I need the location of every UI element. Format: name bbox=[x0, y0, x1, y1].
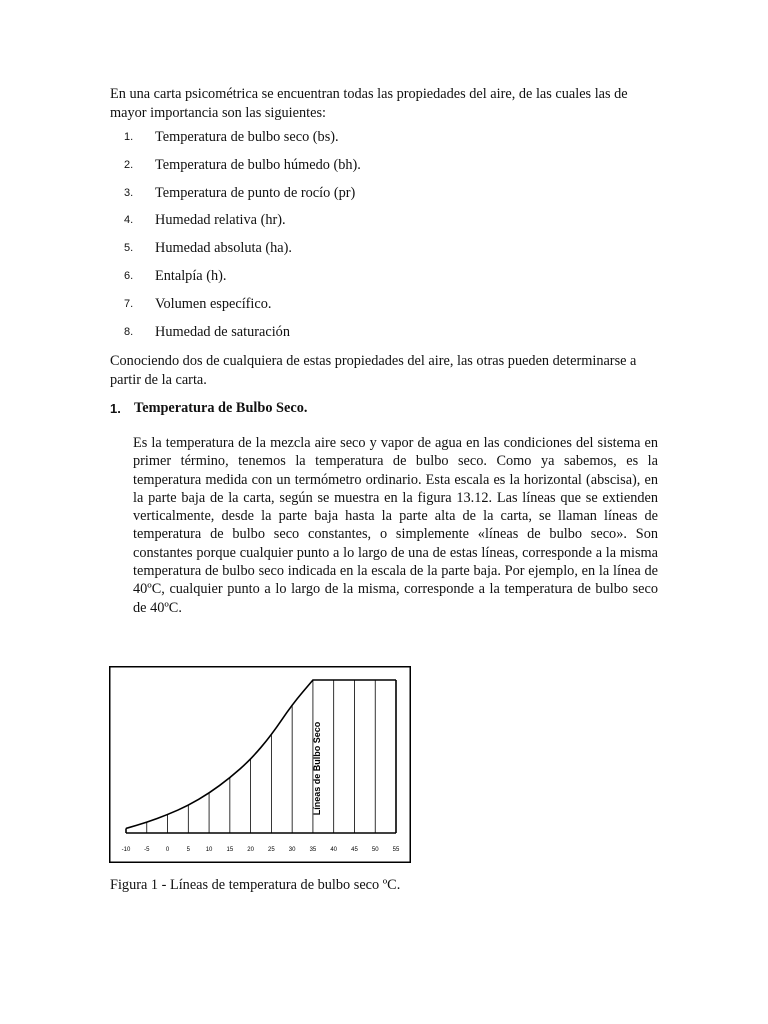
x-tick-label: 35 bbox=[309, 847, 317, 853]
x-tick-label: 20 bbox=[247, 847, 254, 853]
x-tick-label: -10 bbox=[121, 847, 131, 853]
property-item bbox=[110, 239, 361, 267]
property-text: Temperatura de bulbo seco (bs). bbox=[155, 129, 339, 145]
property-number: 5. bbox=[124, 242, 134, 255]
x-tick-label: 50 bbox=[371, 847, 379, 853]
property-text: Temperatura de bulbo húmedo (bh). bbox=[155, 156, 361, 173]
section-heading bbox=[110, 399, 307, 418]
property-text: Entalpía (h). bbox=[155, 267, 227, 284]
property-text: Humedad de saturación bbox=[155, 323, 290, 340]
property-item bbox=[110, 295, 361, 323]
section-number: 1. bbox=[110, 401, 121, 416]
property-number: 2. bbox=[124, 158, 134, 171]
x-tick-label: 30 bbox=[288, 847, 296, 853]
property-item bbox=[110, 267, 361, 295]
dry-bulb-lines-label: Líneas de Bulbo Seco bbox=[311, 721, 322, 816]
property-number: 7. bbox=[124, 297, 134, 310]
property-item bbox=[110, 128, 361, 156]
closing-paragraph: Conociendo dos de cualquiera de estas propiedades del aire, las otras pueden determinarse a partir de la carta. bbox=[110, 353, 637, 388]
property-text: Volumen específico. bbox=[155, 295, 272, 312]
x-tick-label: 40 bbox=[330, 847, 338, 853]
property-number: 8. bbox=[124, 325, 134, 338]
section-body: Es la temperatura de la mezcla aire seco y vapor de agua en las condiciones del sistema en primer término, tenemos la temperatura de bulbo seco. Como ya sabemos, es la temperatura medida con un termómetro ordinario. Esta escala es la horizontal (abscisa), en la parte baja de la carta, según se muestra en la figura 13.12. Las líneas que se extienden verticalmente, desde la parte baja hasta la parte alta de la carta, se llaman líneas de temperatura de bulbo seco constantes, o simplemente «líneas de bulbo seco». Son constantes porque cualquier punto a lo largo de una de estas líneas, corresponde a la misma temperatura de bulbo seco indicada en la escala de la parte baja. Por ejemplo, en la línea de 40ºC, cualquier punto a lo largo de la misma, corresponde a la temperatura de bulbo seco de 40ºC. bbox=[133, 435, 658, 616]
x-tick-label: 10 bbox=[205, 847, 213, 853]
property-number: 4. bbox=[124, 214, 134, 227]
figure-chart bbox=[109, 666, 411, 863]
property-number: 3. bbox=[124, 186, 134, 199]
property-item bbox=[110, 323, 361, 351]
dry-bulb-chart bbox=[109, 666, 411, 863]
property-number: 1. bbox=[124, 131, 134, 143]
x-tick-label: 15 bbox=[226, 847, 234, 853]
property-number: 6. bbox=[124, 269, 134, 282]
property-item bbox=[110, 156, 361, 184]
intro-paragraph: En una carta psicométrica se encuentran todas las propiedades del aire, de las cuales las de mayor importancia son las siguientes: bbox=[110, 86, 628, 121]
property-text: Temperatura de punto de rocío (pr) bbox=[155, 184, 356, 201]
property-text: Humedad relativa (hr). bbox=[155, 212, 286, 229]
section-title: Temperatura de Bulbo Seco. bbox=[134, 400, 308, 416]
figure-caption: Figura 1 - Líneas de temperatura de bulbo seco ºC. bbox=[110, 877, 401, 893]
property-item bbox=[110, 184, 361, 212]
x-tick-label: 5 bbox=[186, 847, 190, 853]
property-item bbox=[110, 211, 361, 239]
property-text: Humedad absoluta (ha). bbox=[155, 240, 292, 257]
x-tick-label: -5 bbox=[144, 847, 150, 853]
x-tick-label: 45 bbox=[351, 847, 358, 853]
x-tick-label: 0 bbox=[165, 847, 170, 853]
x-tick-label: 25 bbox=[268, 847, 275, 853]
property-list bbox=[110, 128, 361, 350]
x-tick-label: 55 bbox=[392, 847, 400, 853]
